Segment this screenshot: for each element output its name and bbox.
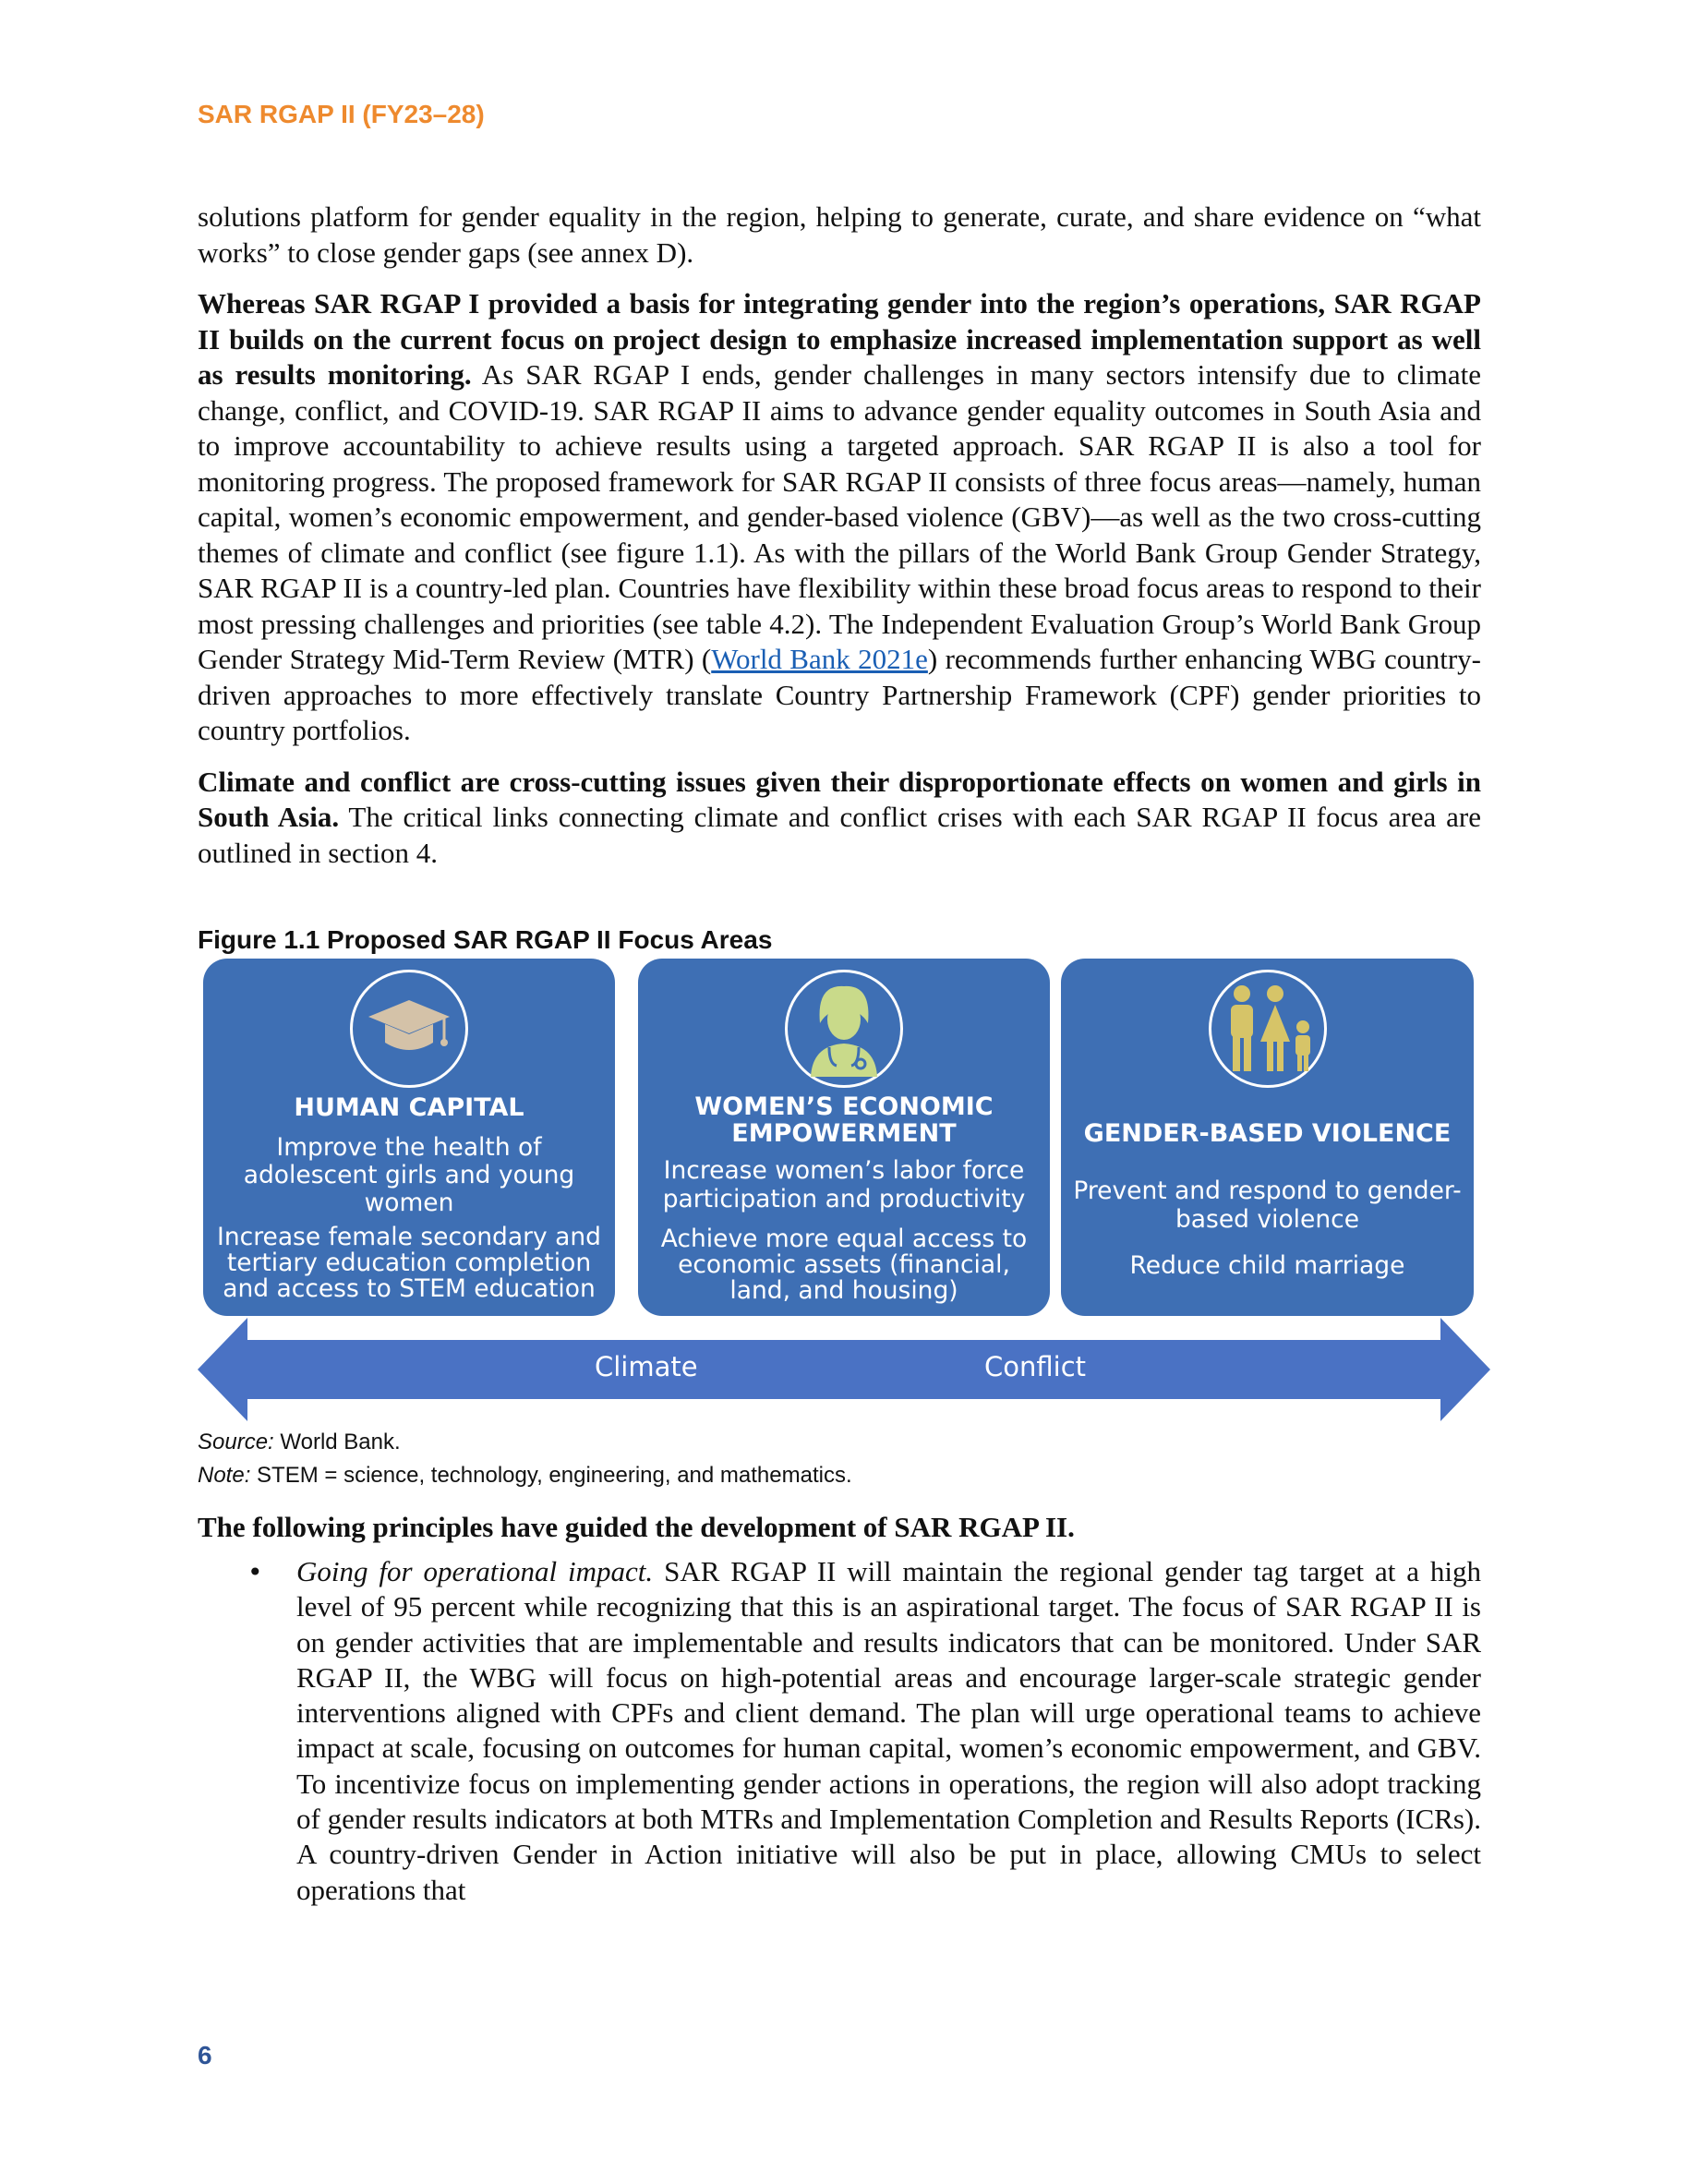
figure-note [198, 1463, 852, 1489]
panel-text-1: Improve the health of adolescent girls and young women [243, 1133, 575, 1217]
panel-gender-based-violence [1061, 959, 1474, 1316]
paragraph-3 [198, 765, 1481, 872]
source-text: World Bank. [273, 1430, 401, 1454]
principles-heading: The following principles have guided the development of SAR RGAP II. [198, 1511, 1075, 1543]
panel-text-1: Prevent and respond to gender-based violence [1073, 1176, 1462, 1234]
paragraph-2-text-b: ) recommends further enhancing WBG country-driven approaches to more effectively translate Country Partnership Framework (CPF) gender priorities to country portfolios. [198, 643, 1481, 746]
paragraph-3-text: The critical links connecting climate and conflict crises with each SAR RGAP II focus area are outlined in section 4. [198, 801, 1481, 869]
panel-title: HUMAN CAPITAL [294, 1093, 524, 1122]
focus-areas-figure [198, 959, 1490, 1439]
panel-text-2: Reduce child marriage [1129, 1251, 1405, 1280]
climate-conflict-arrow [198, 1318, 1490, 1421]
paragraph-2-lead: Whereas SAR RGAP I provided a basis for integrating gender into the region’s operations, SAR RGAP II builds on the current focus on project design to emphasize increased implementation support as well as results monitoring. [198, 287, 1481, 391]
paragraph-1 [198, 199, 1481, 271]
paragraph-2-text-a: As SAR RGAP I ends, gender challenges in many sectors intensify due to climate change, conflict, and COVID-19. SAR RGAP II aims to advance gender equality outcomes in South Asia and to improve accountability to achieve results using a targeted approach. SAR RGAP II is also a tool for monitoring progress. The proposed framework for SAR RGAP II consists of three focus areas—namely, human capital, women’s economic empowerment, and gender-based violence (GBV)—as well as the two cross-cutting themes of climate and conflict (see figure 1.1). As with the pillars of the World Bank Group Gender Strategy, SAR RGAP II is a country-led plan. Countries have flexibility within these broad focus areas to respond to their most pressing challenges and priorities (see table 4.2). The Independent Evaluation Group’s World Bank Group Gender Strategy Mid-Term Review (MTR) ( [198, 358, 1481, 675]
climate-label: Climate [595, 1351, 698, 1382]
panel-text-2: Increase female secondary and tertiary education completion and access to STEM education [217, 1223, 601, 1303]
woman-doctor-icon [785, 970, 903, 1088]
graduation-cap-icon [350, 970, 468, 1088]
paragraph-3-lead: Climate and conflict are cross-cutting issues given their disproportionate effects on women and girls in South Asia. [198, 765, 1481, 833]
panel-text-2: Achieve more equal access to economic assets (financial, land, and housing) [660, 1225, 1028, 1305]
panel-human-capital [203, 959, 615, 1316]
family-icon [1209, 970, 1327, 1088]
paragraph-1-text: solutions platform for gender equality in the region, helping to generate, curate, and share evidence on “what works” to close gender gaps (see annex D). [198, 200, 1481, 269]
conflict-label: Conflict [984, 1351, 1087, 1382]
running-header: SAR RGAP II (FY23–28) [198, 100, 485, 128]
page-number: 6 [198, 2041, 212, 2069]
figure-source [198, 1430, 401, 1455]
note-label: Note: [198, 1463, 251, 1488]
panel-title: GENDER-BASED VIOLENCE [1083, 1119, 1452, 1148]
panel-womens-economic-empowerment [638, 959, 1050, 1316]
principle-item-1-lead: Going for operational impact. [296, 1555, 654, 1587]
bullet-marker: • [247, 1557, 263, 1587]
principle-item-1 [296, 1554, 1481, 1908]
principle-item-1-text: SAR RGAP II will maintain the regional gender tag target at a high level of 95 percent while recognizing that this is an aspirational target. The focus of SAR RGAP II is on gender activities that are implementable and results indicators that can be monitored. Under SAR RGAP II, the WBG will focus on high-potential areas and encourage larger-scale strategic gender interventions aligned with CPFs and client demand. The plan will urge operational teams to achieve impact at scale, focusing on outcomes for human capital, women’s economic empowerment, and GBV. To incentivize focus on implementing gender actions in operations, the region will also adopt tracking of gender results indicators at both MTRs and Implementation Completion and Results Reports (ICRs). A country-driven Gender in Action initiative will also be put in place, allowing CMUs to select operations that [296, 1555, 1481, 1906]
note-text: STEM = science, technology, engineering, and mathematics. [250, 1463, 852, 1488]
panel-title: WOMEN’S ECONOMIC EMPOWERMENT [694, 1092, 994, 1148]
panel-text-1: Increase women’s labor force participation and productivity [662, 1156, 1026, 1213]
source-label: Source: [198, 1430, 274, 1454]
paragraph-2 [198, 286, 1481, 749]
citation-link[interactable]: World Bank 2021e [711, 643, 928, 675]
figure-title: Figure 1.1 Proposed SAR RGAP II Focus Areas [198, 925, 773, 954]
body-text [198, 199, 1481, 887]
